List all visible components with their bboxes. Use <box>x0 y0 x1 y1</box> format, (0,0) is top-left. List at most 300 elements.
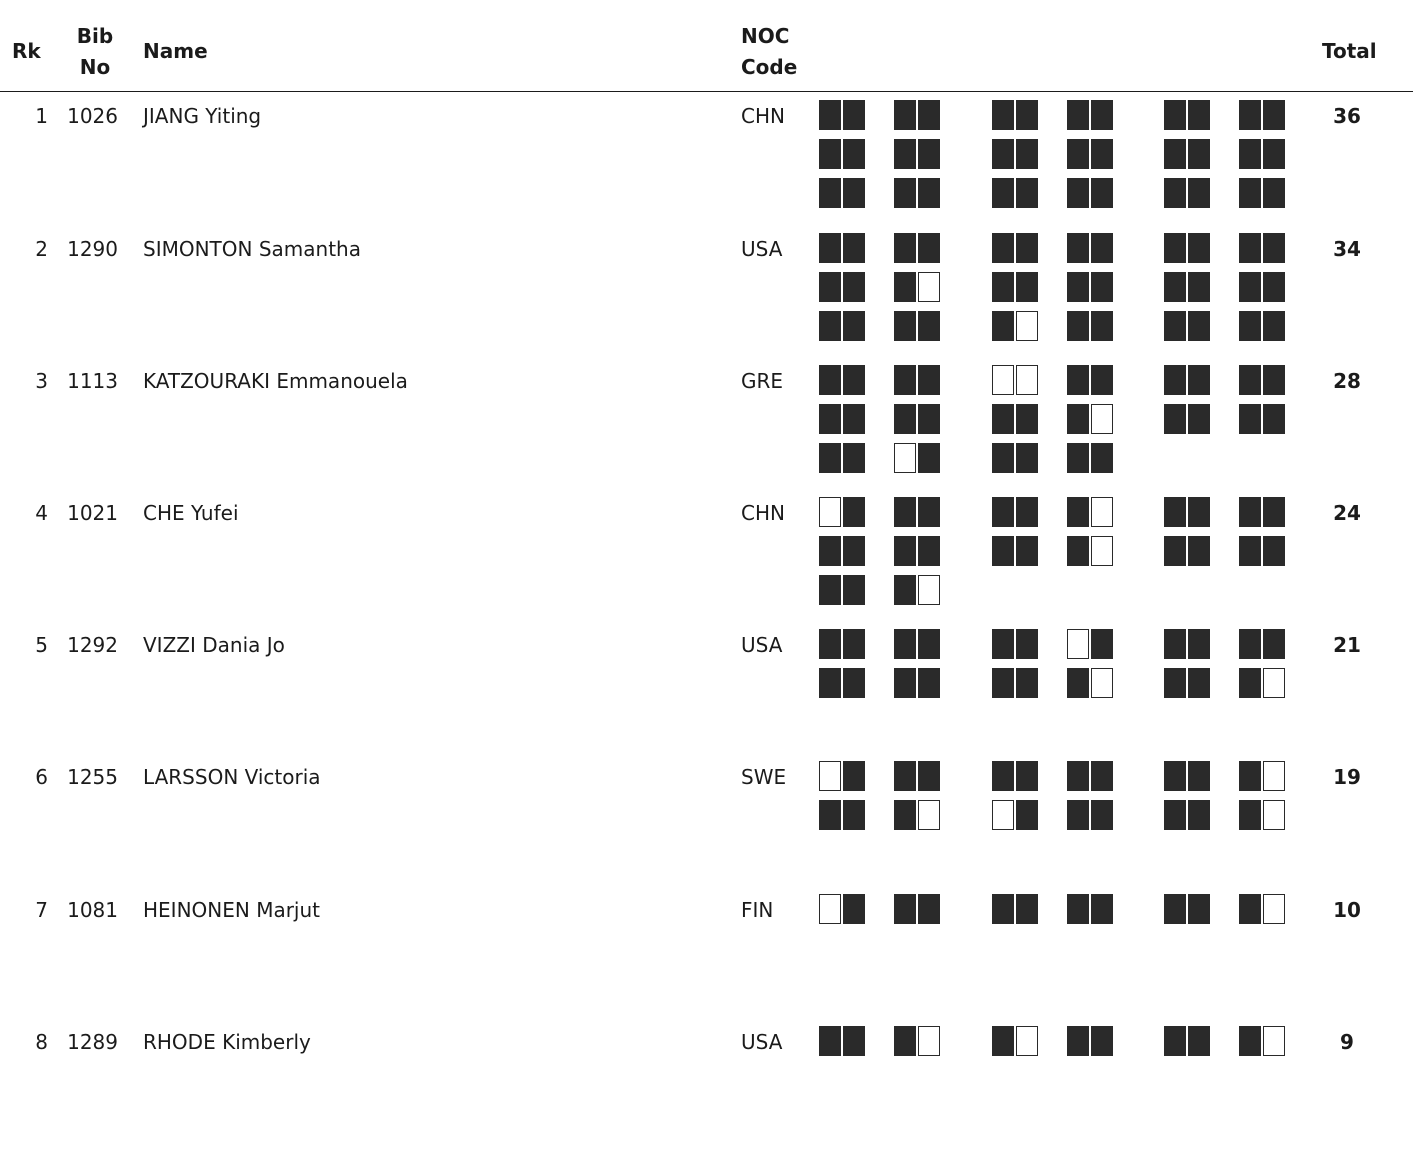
hit-box <box>894 894 916 924</box>
miss-box <box>1263 668 1285 698</box>
hit-box <box>843 178 865 208</box>
shot-pair <box>819 443 867 475</box>
hit-box <box>1263 629 1285 659</box>
hit-box <box>1164 761 1186 791</box>
miss-box <box>918 1026 940 1056</box>
hit-box <box>843 800 865 830</box>
shot-pair <box>992 761 1040 793</box>
shot-pair <box>1164 1026 1212 1058</box>
table-row <box>0 629 1413 761</box>
hit-box <box>992 443 1014 473</box>
hit-box <box>1164 497 1186 527</box>
miss-box <box>1263 761 1285 791</box>
hit-box <box>1091 178 1113 208</box>
shot-pair <box>894 233 942 265</box>
hit-box <box>1188 404 1210 434</box>
hit-box <box>1091 272 1113 302</box>
total-score: 36 <box>1333 104 1361 128</box>
shot-pair <box>894 629 942 661</box>
hit-box <box>843 311 865 341</box>
shot-pair <box>894 178 942 210</box>
bib-cell: 1026 <box>67 104 118 128</box>
shot-pair <box>819 800 867 832</box>
hit-box <box>843 536 865 566</box>
shot-pair <box>992 365 1040 397</box>
shot-pair <box>992 497 1040 529</box>
shot-pair <box>1164 800 1212 832</box>
bib-cell: 1081 <box>67 898 118 922</box>
hit-box <box>1091 365 1113 395</box>
shot-pair <box>894 365 942 397</box>
rank-cell: 8 <box>35 1030 48 1054</box>
hit-box <box>1067 536 1089 566</box>
shot-pair <box>1239 894 1287 926</box>
shot-pair <box>1067 311 1115 343</box>
shot-pair <box>819 1026 867 1058</box>
shot-pair <box>1164 536 1212 568</box>
shot-pair <box>894 536 942 568</box>
hit-box <box>1091 233 1113 263</box>
shot-pair <box>1164 497 1212 529</box>
hit-box <box>1016 629 1038 659</box>
hit-box <box>1239 761 1261 791</box>
hit-box <box>1188 536 1210 566</box>
hit-box <box>1067 365 1089 395</box>
shot-pair <box>894 272 942 304</box>
hit-box <box>894 575 916 605</box>
hit-box <box>1188 668 1210 698</box>
bib-cell: 1290 <box>67 237 118 261</box>
hit-box <box>819 404 841 434</box>
hit-box <box>992 100 1014 130</box>
header-bib-line1: Bib <box>76 24 114 48</box>
hit-box <box>1016 404 1038 434</box>
total-score: 9 <box>1340 1030 1354 1054</box>
hit-box <box>1067 1026 1089 1056</box>
table-row <box>0 233 1413 365</box>
miss-box <box>992 800 1014 830</box>
noc-code: FIN <box>741 898 774 922</box>
hit-box <box>992 404 1014 434</box>
shot-pair <box>819 497 867 529</box>
hit-box <box>1164 894 1186 924</box>
rank-cell: 6 <box>35 765 48 789</box>
shot-pair <box>819 404 867 436</box>
hit-box <box>992 761 1014 791</box>
hit-box <box>992 536 1014 566</box>
hit-box <box>894 178 916 208</box>
athlete-name: JIANG Yiting <box>143 104 262 128</box>
shot-pair <box>992 536 1040 568</box>
hit-box <box>819 443 841 473</box>
noc-code: USA <box>741 1030 783 1054</box>
athlete-name: SIMONTON Samantha <box>143 237 361 261</box>
shot-pair <box>1067 100 1115 132</box>
hit-box <box>1016 536 1038 566</box>
table-row <box>0 894 1413 1026</box>
total-score: 19 <box>1333 765 1361 789</box>
shot-pair <box>1239 365 1287 397</box>
hit-box <box>894 311 916 341</box>
noc-code: USA <box>741 237 783 261</box>
bib-cell: 1289 <box>67 1030 118 1054</box>
hit-box <box>1067 761 1089 791</box>
hit-box <box>819 178 841 208</box>
shot-pair <box>819 761 867 793</box>
hit-box <box>1067 100 1089 130</box>
shot-pair <box>894 311 942 343</box>
hit-box <box>1016 178 1038 208</box>
shot-pair <box>819 233 867 265</box>
hit-box <box>918 311 940 341</box>
hit-box <box>992 272 1014 302</box>
rank-cell: 3 <box>35 369 48 393</box>
hit-box <box>992 629 1014 659</box>
shot-pair <box>1239 497 1287 529</box>
hit-box <box>894 536 916 566</box>
bib-cell: 1021 <box>67 501 118 525</box>
hit-box <box>1188 800 1210 830</box>
hit-box <box>1188 629 1210 659</box>
total-score: 28 <box>1333 369 1361 393</box>
total-score: 34 <box>1333 237 1361 261</box>
hit-box <box>894 668 916 698</box>
shot-pair <box>1164 894 1212 926</box>
hit-box <box>894 100 916 130</box>
hit-box <box>1164 629 1186 659</box>
miss-box <box>1263 800 1285 830</box>
miss-box <box>1016 311 1038 341</box>
hit-box <box>1016 139 1038 169</box>
shot-pair <box>992 404 1040 436</box>
hit-box <box>843 272 865 302</box>
header-noc-line2: Code <box>741 55 798 79</box>
shot-pair <box>1067 497 1115 529</box>
shot-pair <box>1067 404 1115 436</box>
athlete-name: KATZOURAKI Emmanouela <box>143 369 408 393</box>
shot-pair <box>1067 365 1115 397</box>
hit-box <box>1263 139 1285 169</box>
bib-cell: 1292 <box>67 633 118 657</box>
header-bib <box>60 21 130 83</box>
miss-box <box>1091 536 1113 566</box>
shot-pair <box>992 233 1040 265</box>
shot-pair <box>1067 894 1115 926</box>
shot-pair <box>1067 233 1115 265</box>
hit-box <box>843 1026 865 1056</box>
hit-box <box>918 761 940 791</box>
hit-box <box>843 233 865 263</box>
hit-box <box>1263 272 1285 302</box>
miss-box <box>1091 497 1113 527</box>
hit-box <box>1188 1026 1210 1056</box>
miss-box <box>992 365 1014 395</box>
hit-box <box>1091 100 1113 130</box>
shot-pair <box>992 272 1040 304</box>
hit-box <box>819 800 841 830</box>
shot-pair <box>992 443 1040 475</box>
hit-box <box>1016 443 1038 473</box>
shot-pair <box>1164 139 1212 171</box>
shot-pair <box>1067 178 1115 210</box>
rank-cell: 1 <box>35 104 48 128</box>
miss-box <box>1263 894 1285 924</box>
hit-box <box>843 404 865 434</box>
hit-box <box>843 365 865 395</box>
hit-box <box>992 668 1014 698</box>
hit-box <box>1016 497 1038 527</box>
hit-box <box>894 629 916 659</box>
hit-box <box>843 761 865 791</box>
athlete-name: CHE Yufei <box>143 501 239 525</box>
hit-box <box>1067 311 1089 341</box>
bib-cell: 1113 <box>67 369 118 393</box>
hit-box <box>819 365 841 395</box>
header-bib-line2: No <box>79 55 111 79</box>
hit-box <box>1239 100 1261 130</box>
table-row <box>0 100 1413 232</box>
hit-box <box>1239 894 1261 924</box>
hit-box <box>918 497 940 527</box>
rank-cell: 5 <box>35 633 48 657</box>
hit-box <box>894 497 916 527</box>
shot-pair <box>819 139 867 171</box>
hit-box <box>1164 139 1186 169</box>
miss-box <box>894 443 916 473</box>
hit-box <box>1263 497 1285 527</box>
hit-box <box>1091 1026 1113 1056</box>
shot-pair <box>894 139 942 171</box>
hit-box <box>1263 311 1285 341</box>
hit-box <box>894 1026 916 1056</box>
hit-box <box>918 178 940 208</box>
hit-box <box>894 139 916 169</box>
athlete-name: RHODE Kimberly <box>143 1030 311 1054</box>
shot-pair <box>1164 365 1212 397</box>
hit-box <box>1188 100 1210 130</box>
hit-box <box>918 629 940 659</box>
shot-pair <box>819 100 867 132</box>
hit-box <box>1091 139 1113 169</box>
shot-pair <box>1239 668 1287 700</box>
shot-pair <box>992 139 1040 171</box>
hit-box <box>1016 100 1038 130</box>
shot-pair <box>1164 668 1212 700</box>
shot-pair <box>1239 800 1287 832</box>
shot-pair <box>894 575 942 607</box>
hit-box <box>918 536 940 566</box>
hit-box <box>894 800 916 830</box>
hit-box <box>1091 800 1113 830</box>
shot-pair <box>992 894 1040 926</box>
header-rank: Rk <box>12 39 41 63</box>
shot-pair <box>992 178 1040 210</box>
hit-box <box>1188 497 1210 527</box>
table-row <box>0 1026 1413 1158</box>
hit-box <box>1164 233 1186 263</box>
shot-pair <box>1067 139 1115 171</box>
miss-box <box>819 497 841 527</box>
shot-pair <box>1164 272 1212 304</box>
hit-box <box>843 100 865 130</box>
hit-box <box>1164 311 1186 341</box>
miss-box <box>918 575 940 605</box>
hit-box <box>843 629 865 659</box>
hit-box <box>819 100 841 130</box>
hit-box <box>992 139 1014 169</box>
hit-box <box>918 668 940 698</box>
table-row <box>0 365 1413 497</box>
hit-box <box>843 497 865 527</box>
shot-pair <box>819 178 867 210</box>
hit-box <box>1016 800 1038 830</box>
hit-box <box>1239 497 1261 527</box>
hit-box <box>992 311 1014 341</box>
hit-box <box>1091 443 1113 473</box>
shot-pair <box>1239 139 1287 171</box>
hit-box <box>1091 761 1113 791</box>
hit-box <box>1239 1026 1261 1056</box>
hit-box <box>894 404 916 434</box>
shot-pair <box>992 311 1040 343</box>
shot-pair <box>894 761 942 793</box>
hit-box <box>1016 894 1038 924</box>
shot-pair <box>1239 404 1287 436</box>
hit-box <box>1016 272 1038 302</box>
miss-box <box>819 761 841 791</box>
hit-box <box>843 443 865 473</box>
bib-cell: 1255 <box>67 765 118 789</box>
hit-box <box>1239 668 1261 698</box>
shot-pair <box>1164 404 1212 436</box>
hit-box <box>1067 800 1089 830</box>
hit-box <box>1067 272 1089 302</box>
hit-box <box>894 365 916 395</box>
hit-box <box>1188 761 1210 791</box>
hit-box <box>1239 311 1261 341</box>
miss-box <box>1067 629 1089 659</box>
athlete-name: VIZZI Dania Jo <box>143 633 285 657</box>
hit-box <box>1263 178 1285 208</box>
hit-box <box>1188 272 1210 302</box>
miss-box <box>1091 668 1113 698</box>
shot-pair <box>1239 1026 1287 1058</box>
shot-pair <box>1164 761 1212 793</box>
shot-pair <box>1164 311 1212 343</box>
hit-box <box>819 536 841 566</box>
table-row <box>0 761 1413 893</box>
hit-box <box>1067 404 1089 434</box>
total-score: 10 <box>1333 898 1361 922</box>
shot-pair <box>894 443 942 475</box>
shot-pair <box>1239 761 1287 793</box>
hit-box <box>1164 365 1186 395</box>
header-total: Total <box>1322 39 1377 63</box>
miss-box <box>1016 365 1038 395</box>
hit-box <box>843 575 865 605</box>
hit-box <box>1164 1026 1186 1056</box>
header-noc <box>741 21 797 83</box>
noc-code: SWE <box>741 765 787 789</box>
hit-box <box>1188 233 1210 263</box>
hit-box <box>819 668 841 698</box>
hit-box <box>1067 233 1089 263</box>
hit-box <box>1164 668 1186 698</box>
hit-box <box>1263 100 1285 130</box>
hit-box <box>819 575 841 605</box>
shot-pair <box>1239 178 1287 210</box>
hit-box <box>992 894 1014 924</box>
shot-pair <box>1239 536 1287 568</box>
hit-box <box>1239 629 1261 659</box>
shot-pair <box>819 365 867 397</box>
hit-box <box>992 497 1014 527</box>
miss-box <box>918 800 940 830</box>
shot-pair <box>894 800 942 832</box>
miss-box <box>1016 1026 1038 1056</box>
hit-box <box>1239 178 1261 208</box>
hit-box <box>1067 894 1089 924</box>
rank-cell: 4 <box>35 501 48 525</box>
hit-box <box>918 233 940 263</box>
athlete-name: LARSSON Victoria <box>143 765 321 789</box>
noc-code: CHN <box>741 104 785 128</box>
hit-box <box>918 404 940 434</box>
shot-pair <box>1239 100 1287 132</box>
shot-pair <box>1239 629 1287 661</box>
shot-pair <box>819 536 867 568</box>
hit-box <box>1188 894 1210 924</box>
hit-box <box>819 311 841 341</box>
hit-box <box>894 233 916 263</box>
hit-box <box>1188 178 1210 208</box>
hit-box <box>1263 404 1285 434</box>
hit-box <box>1263 365 1285 395</box>
hit-box <box>1164 536 1186 566</box>
hit-box <box>1091 894 1113 924</box>
hit-box <box>1091 629 1113 659</box>
shot-pair <box>894 894 942 926</box>
header-name: Name <box>143 39 208 63</box>
hit-box <box>992 1026 1014 1056</box>
noc-code: CHN <box>741 501 785 525</box>
shot-pair <box>819 629 867 661</box>
shot-pair <box>1067 443 1115 475</box>
hit-box <box>819 233 841 263</box>
shot-pair <box>1164 178 1212 210</box>
miss-box <box>1263 1026 1285 1056</box>
shot-pair <box>1239 233 1287 265</box>
miss-box <box>918 272 940 302</box>
shot-pair <box>1164 233 1212 265</box>
rank-cell: 7 <box>35 898 48 922</box>
shot-pair <box>1067 800 1115 832</box>
hit-box <box>1067 443 1089 473</box>
hit-box <box>1016 233 1038 263</box>
shot-pair <box>894 100 942 132</box>
shot-pair <box>1164 100 1212 132</box>
noc-code: USA <box>741 633 783 657</box>
shot-pair <box>1239 311 1287 343</box>
shot-pair <box>1067 272 1115 304</box>
hit-box <box>1164 800 1186 830</box>
hit-box <box>1164 178 1186 208</box>
miss-box <box>1091 404 1113 434</box>
total-score: 24 <box>1333 501 1361 525</box>
hit-box <box>819 629 841 659</box>
shot-pair <box>1067 761 1115 793</box>
hit-box <box>1016 761 1038 791</box>
